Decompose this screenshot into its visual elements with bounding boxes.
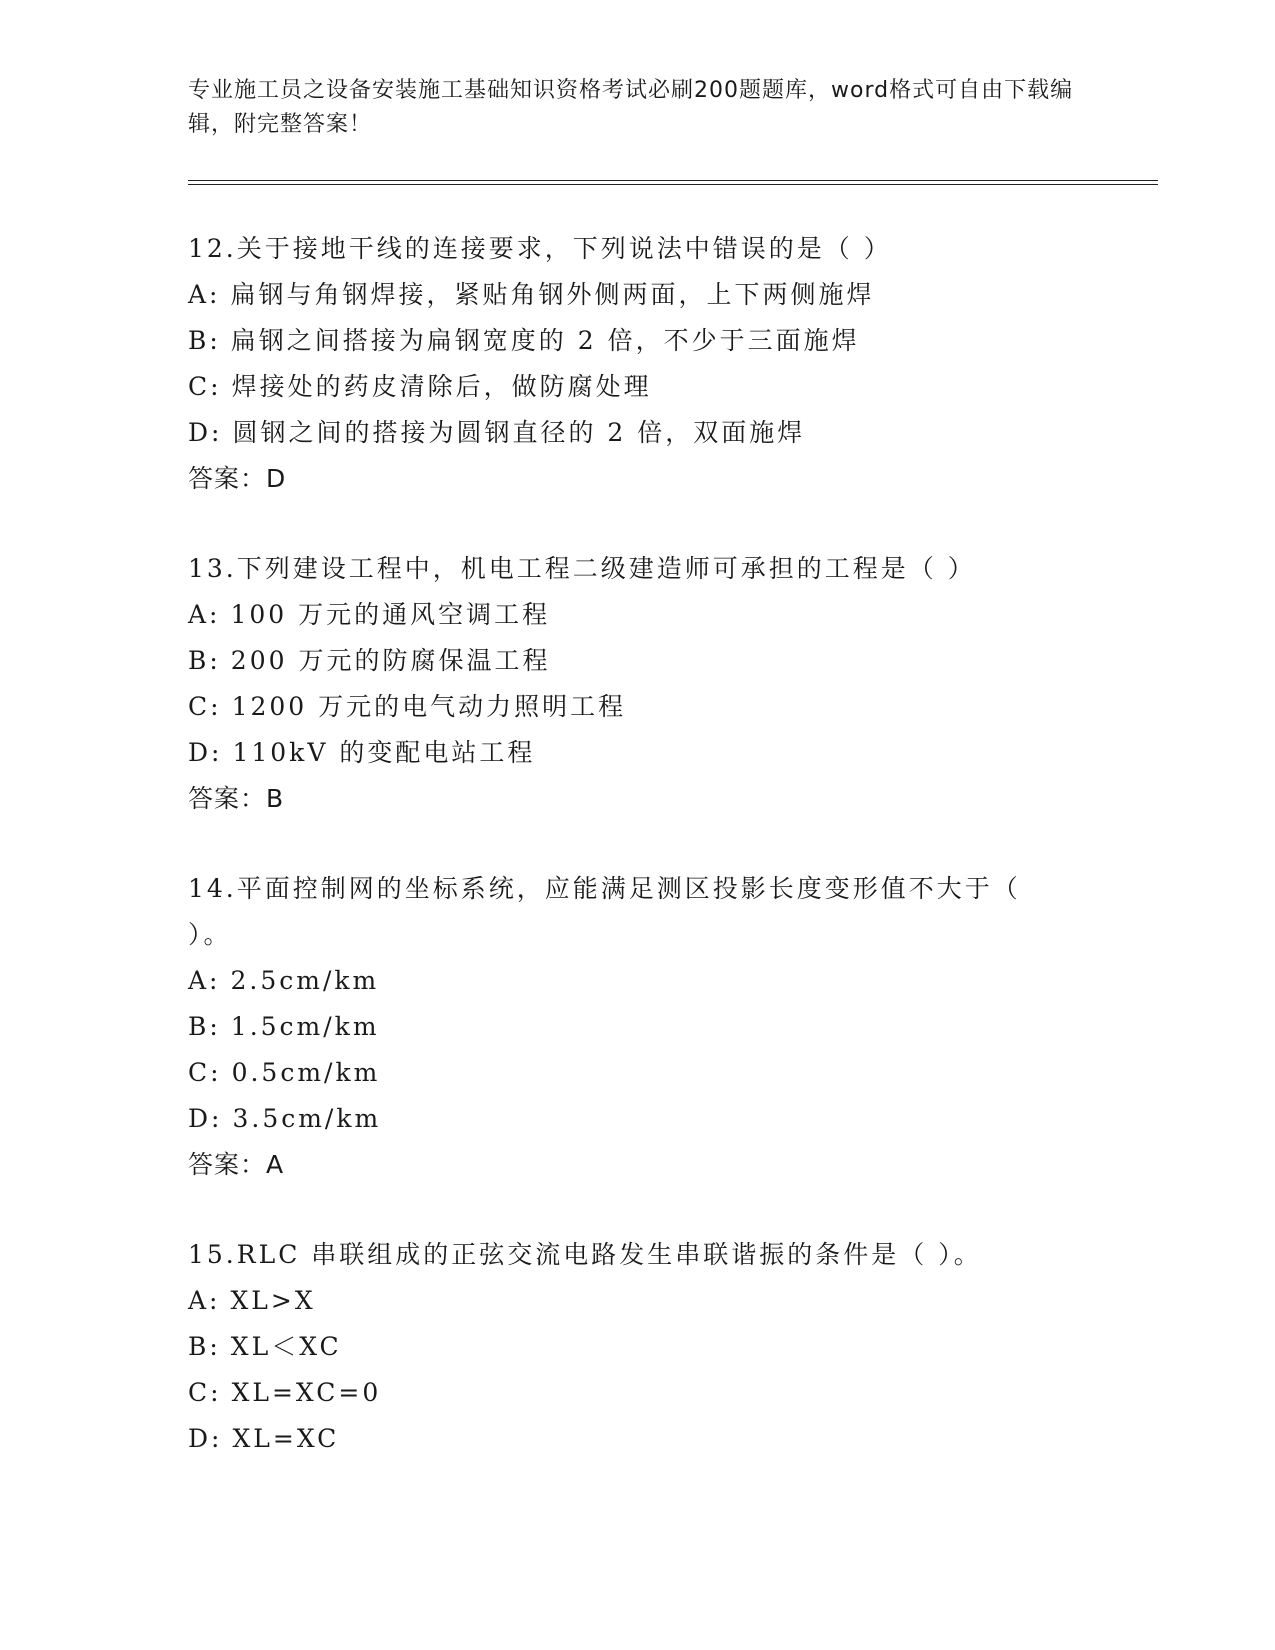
option-text: 圆钢之间的搭接为圆钢直径的 2 倍，双面施焊 (232, 418, 806, 447)
question-text: 关于接地干线的连接要求，下列说法中错误的是（ ） (236, 234, 892, 263)
answer (188, 456, 1088, 502)
question-number: 15. (188, 1240, 237, 1269)
header-divider-bottom (188, 184, 1158, 185)
option-c (188, 1050, 1048, 1096)
option-a (188, 1278, 1088, 1324)
option-text: 2.5cm/km (230, 966, 380, 995)
option-label: D: (188, 1104, 223, 1133)
option-c (188, 1370, 1088, 1416)
option-label: B: (188, 646, 221, 675)
option-text: 110kV 的变配电站工程 (232, 738, 536, 767)
option-text: 0.5cm/km (231, 1058, 381, 1087)
question-stem (188, 1232, 1088, 1278)
option-label: C: (188, 1058, 222, 1087)
option-c (188, 684, 1088, 730)
question-14 (188, 866, 1048, 1188)
option-c (188, 364, 1088, 410)
option-d (188, 1096, 1048, 1142)
answer-value: D (266, 464, 287, 493)
option-text: 100 万元的通风空调工程 (230, 600, 551, 629)
option-label: A: (188, 600, 221, 629)
option-text: 1200 万元的电气动力照明工程 (231, 692, 627, 721)
option-text: 3.5cm/km (232, 1104, 382, 1133)
option-text: 200 万元的防腐保温工程 (230, 646, 551, 675)
question-stem (188, 226, 1088, 272)
option-b (188, 1324, 1088, 1370)
question-stem (188, 866, 1048, 958)
option-label: C: (188, 372, 222, 401)
option-text: XL=XC=0 (231, 1378, 382, 1407)
option-a (188, 958, 1048, 1004)
answer (188, 776, 1088, 822)
header-divider-top (188, 180, 1158, 181)
question-13 (188, 546, 1088, 822)
option-label: A: (188, 1286, 221, 1315)
option-label: C: (188, 1378, 222, 1407)
option-label: B: (188, 326, 221, 355)
answer-label: 答案： (188, 784, 267, 813)
option-d (188, 730, 1088, 776)
option-text: 扁钢与角钢焊接，紧贴角钢外侧两面，上下两侧施焊 (230, 280, 875, 309)
answer-value: A (266, 1150, 285, 1179)
answer-value: B (266, 784, 285, 813)
option-b (188, 638, 1088, 684)
option-text: XL＜XC (230, 1332, 342, 1361)
option-label: A: (188, 280, 221, 309)
option-text: 扁钢之间搭接为扁钢宽度的 2 倍，不少于三面施焊 (230, 326, 860, 355)
option-label: D: (188, 418, 223, 447)
answer-label: 答案： (188, 464, 267, 493)
question-number: 12. (188, 234, 237, 263)
option-d (188, 1416, 1088, 1462)
question-stem (188, 546, 1088, 592)
document-header (188, 74, 1088, 142)
question-text: 平面控制网的坐标系统，应能满足测区投影长度变形值不大于（ ）。 (188, 874, 1021, 949)
question-text: 下列建设工程中，机电工程二级建造师可承担的工程是（ ） (236, 554, 976, 583)
option-a (188, 592, 1088, 638)
option-b (188, 318, 1088, 364)
question-text: RLC 串联组成的正弦交流电路发生串联谐振的条件是（ ）。 (236, 1240, 982, 1269)
header-title: 专业施工员之设备安装施工基础知识资格考试必刷200题题库，word格式可自由下载编辑，附完整答案！ (188, 78, 1074, 137)
option-label: B: (188, 1012, 221, 1041)
option-b (188, 1004, 1048, 1050)
option-d (188, 410, 1088, 456)
answer (188, 1142, 1048, 1188)
question-15 (188, 1232, 1088, 1462)
option-text: 焊接处的药皮清除后，做防腐处理 (231, 372, 652, 401)
option-label: A: (188, 966, 221, 995)
option-text: XL>X (230, 1286, 316, 1315)
option-text: 1.5cm/km (230, 1012, 380, 1041)
question-number: 14. (188, 874, 237, 903)
option-a (188, 272, 1088, 318)
option-label: C: (188, 692, 222, 721)
option-label: B: (188, 1332, 221, 1361)
answer-label: 答案： (188, 1150, 267, 1179)
option-label: D: (188, 738, 223, 767)
question-12 (188, 226, 1088, 502)
option-text: XL=XC (232, 1424, 340, 1453)
question-number: 13. (188, 554, 237, 583)
option-label: D: (188, 1424, 223, 1453)
